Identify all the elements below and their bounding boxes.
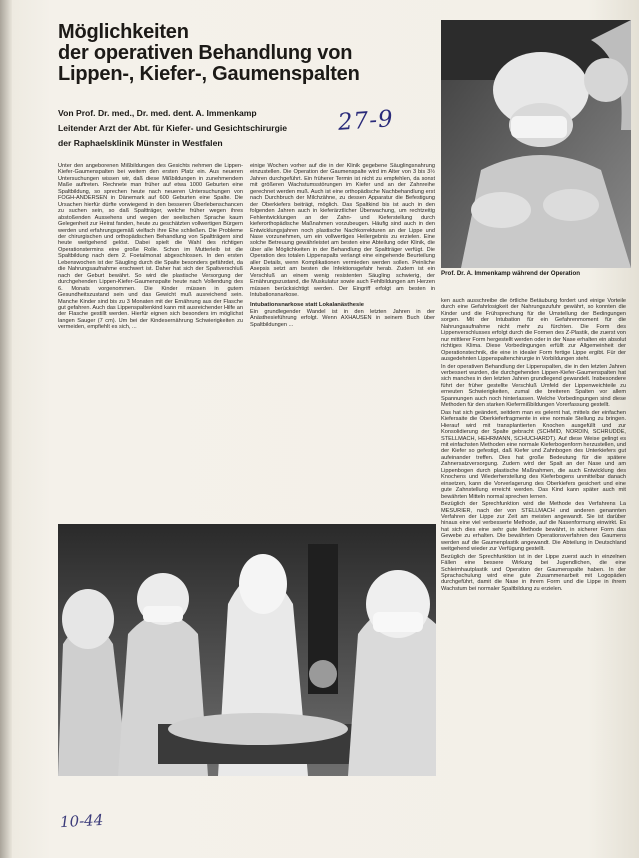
text-column-3 — [441, 298, 626, 843]
column2-paragraph-2: Ein grundlegender Wandel ist in den letzten Jahren in der Anästhesieführung erfolgt. Wenn AXHAUSEN in seinem Buch über Spaltbildungen ... — [250, 308, 435, 328]
column1-paragraph-1: Unter den angeborenen Mißbildungen des Gesichts nehmen die Lippen-Kiefer-Gaumenspalten bei weitem den ersten Platz ein. Aus neueren Untersuchungen wissen wir, daß diese Mißbildungen in zunehmendem Maße auftreten. Rechnete man früher auf etwa 1000 Geburten eine Spaltbildung, so sprechen heute nach neueren Untersuchungen von FOGH-ANDERSEN in Dänemark auf 600 Geburten eine Spalte. Die Ursachen hierfür dürfte vorwiegend in den besseren Überlebenschancen zu suchen sein, so daß Spaltträger, welche früher wegen ihres abstoßenden Aussehens und wegen der seelischen Sprache kaum Gelegenheit zur Heirat fanden, heute zu geschätzten vollwertigen Bürgern werden und erfahrungsgemäß vielfach ihre Ehe schließen. Die Probleme der chirurgischen und orthopädischen Behandlung von Spaltträgern sind heute weitgehend gelöst. Dabei spielt die Wahl des richtigen Operationstermins eine große Rolle. Schon im Mutterleib ist die Spaltbildung nach dem 2. Foetalmonat abgeschlossen. In den ersten Lebenswochen ist der Säugling durch die Spalte besonders gefährdet, da die Nahrungsaufnahme erschwert ist. Daher hat sich der Spaltverschluß nach der Geburt bewährt. So wird die plastische Versorgung der durchgehenden Lippen-Kiefer-Gaumenspalte heute nach Vollendung des 6. Monats vorgenommen. Die Kinder müssen in gutem Gesundheitszustand sein und das Gewicht muß ausreichend sein. Manche Kinder sind bis zu 3 Monaten mit der Ernährung aus der Flasche gut gefahren. Auch das Lippenspaltenkind kann mit ausreichender Hilfe an der Flasche gestillt werden. Hierfür eignen sich besonders im möglichst langen Sauger (7 cm). Um bei der Kindesernährung Schwierigkeiten zu vermeiden, empfiehlt es sich, ... — [58, 163, 243, 331]
handwritten-page-number: 10-44 — [59, 810, 104, 832]
text-column-2 — [250, 163, 435, 519]
text-column-1 — [58, 163, 243, 519]
column3-paragraph-3: Das hat sich geändert, seitdem man es gelernt hat, mittels der einfachen Kiefersaite die Oberkieferfragmente in eine normale Stellung zu bringen. Hierauf wird mit transplantierten Knochen ausgefüllt und zur Konsolidierung der Spalte gebracht (SCHMID, NORDIN, SCHRUDDE, STELLMACH, HEHRMANN, SCHUCHARDT). Auf diese Weise gelingt es mit einfachsten Methoden eine normale Kieferbogenform herzustellen, und der Kiefer so gefestigt, daß Kiefer und Zahnbogen des Unterkiefers gut aufeinander treffen. Dies hat große Bedeutung für die spätere Zahnersatzversorgung. Zudem wird der Spalt an der Nase und am Lippenbogen durch plastische Maßnahmen, die auch Entwicklung des Knochens und Wiederherstellung des Kieferbogens unmittelbar danach einsetzen, kann die Vorverlagerung des Oberkiefers gesichert und eine gute Zahnstellung erreicht werden. Das Kind kann später auch mit bewährten Mitteln normal sprechen lernen. — [441, 409, 626, 500]
position-line-1: Leitender Arzt der Abt. für Kiefer- und Gesichtschirurgie — [58, 123, 288, 133]
operating-room-photo-graphic — [58, 524, 436, 776]
column2-paragraph-1: einige Wochen vorher auf die in der Klinik gegebene Säuglingsnahrung einzustellen. Die Operation der Gaumenspalte wird im Alter von 3 bis 3½ Jahren durchgeführt. Ein früherer Termin ist nicht zu empfehlen, da sonst mit größeren Wachstumsstörungen im Kiefer und an der Zahnreihe gerechnet werden muß. Auch ist eine orthopädische Nachbehandlung erst nach Durchbruch der Milchzähne, zu dessen Apparatur die Befestigung der Oberkiefers beiträgt, möglich. Das Spaltkind bis ist auch in den folgenden Jahren auch in kieferärztlicher Überwachung, um rechtzeitig Fehlentwicklungen an der Zahn- und Kieferstellung durch kieferorthopädische Maßnahmen vorzubeugen. Häufig sind auch in den Entwicklungsjahren noch plastische Nachkorrekturen an der Lippe und Nase vorzunehmen, um ein vollwertiges Heilergebnis zu erzielen. Eine solche Betreuung gewährleistet am besten eine Abteilung oder Klinik, die über alle Möglichkeiten in der Behandlung der Spaltträger verfügt. Die Operation des totalen Lippenspalts verlangt eine eingehende Beurteilung aller Details, wenn Komplikationen vermieden werden sollen. Peinliche Asepsis setzt am besten die Infektionsgefahr herab. Zudem ist ein Verschluß an einem wenig resistenten Säugling schwierig, der Ernährungszustand, die Muskulatur sowie auch Fehlbildungen am Herzen müssen berücksichtigt werden. Der Eingriff erfolgt am besten in Intubationsnarkose. — [250, 163, 435, 299]
handwritten-note: 27-9 — [337, 106, 395, 136]
column3-paragraph-1: ken auch ausschreibe die örtliche Betäubung fordert und einige Vorteile durch eine Gefahrlosigkeit der Nahrungszufuhr gewährt, so konnten die Kinder und die Frühsprechung für die Umstellung der Bedingungen sorgen. Mit der Intubation für ein Gefahrenmoment für die Nahrungsaufnahme nicht mehr zu fürchten. Die Form des Lippenverschlusses erfolgt durch die Formen des Z-Plastik, die zuerst von nur mittlerer Form hergestellt werden oder in der Nase erhalten ein absolut richtiges Klima. Diese Vorbedingungen erfüllt zur Allgemeinheit der Operationstechnik, die eine in idealer Form fertige Lippe ergibt. Für der ausgedehnten Lippenspaltenchirurgie in Vorbildungen steht. — [441, 298, 626, 363]
page-binding — [0, 0, 12, 858]
title-line-2: der operativen Behandlung von — [58, 42, 353, 64]
column3-paragraph-2: In der operativen Behandlung der Lippenspalten, die in den letzten Jahren verbessert wurden, die durchgehenden Lippen-Kiefer-Gaumenspalten hat sich manches in den letzten Jahren grundlegend gewandelt. Insbesondere führt der früher gestellte Verschluß Umfeld der Lippenweichteile zu erneuten Schwierigkeiten, zumal die breiteren Spalten vor allem Spannungen auch noch hinterlassen. Welche Vorbedingungen sind diese Methoden für den starken Kiefermißbildungen Vorerfassung gestellt. — [441, 363, 626, 409]
surgeon-photo-graphic — [441, 20, 631, 268]
article-title — [58, 22, 438, 85]
position-line-2: der Raphaelsklinik Münster in Westfalen — [58, 138, 223, 148]
column2-subheading: Intubationsnarkose statt Lokalanästhesie — [250, 301, 365, 308]
author-line: Von Prof. Dr. med., Dr. med. dent. A. Immenkamp — [58, 108, 257, 118]
photo-caption: Prof. Dr. A. Immenkamp während der Operation — [441, 270, 581, 277]
operating-room-photo — [58, 524, 436, 776]
title-line-1: Möglichkeiten — [58, 21, 189, 43]
title-line-3: Lippen-, Kiefer-, Gaumenspalten — [58, 63, 360, 85]
column3-paragraph-5: Bezüglich der Sprechfunktion ist in der Lippe zuerst auch in einzelnen Fällen eine bessere Wirkung bei Jugendlichen, die eine Schleimhautplastik und Operation der Gaumenspalte haben. In der Sprachschulung wird eine gute Zusammenarbeit mit Logopäden durchgeführt, damit die Nase in ihrem Form und die Lippe in ihrem Wachstum bei normaler Spaltbildung zu erzielen. — [441, 553, 626, 592]
surgeon-photo — [441, 20, 631, 268]
column3-paragraph-4: Bezüglich der Sprechfunktion wird die Methode des Verfahrens La MESURIER, nach der von STELLMACH und anderen genannten Verfahren der Lippe zur Zeit am meisten angewandt. Sie ist darüber hinaus eine viel verbesserte Methode, auf die Nasenformung einwirkt. Es hat sich dies eine sehr gute Methode bewährt, in sicherer Form das Gewebe zu erhalten. Die bewährten Operationsverfahren des Gaumens werden auf die Gaumenplastik angewandt. Die Abteilung in Deutschland weitgehend wieder zur Verfügung gestellt. — [441, 501, 626, 553]
